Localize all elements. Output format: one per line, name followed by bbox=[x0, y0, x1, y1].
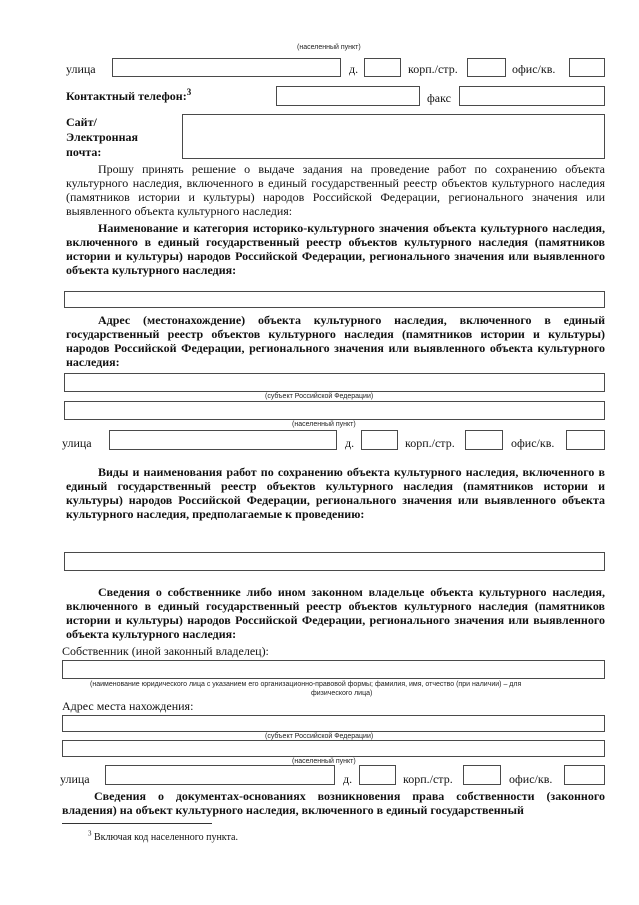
address-office-input[interactable] bbox=[566, 430, 605, 450]
owner-house-label: д. bbox=[343, 772, 353, 786]
owner-street-label: улица bbox=[60, 772, 90, 786]
works-input[interactable] bbox=[64, 552, 605, 571]
site-label-line2: Электронная bbox=[66, 130, 138, 144]
works-heading: Виды и наименования работ по сохранению объекта культурного наследия, включенного в единый государственный реестр объектов культурного наследия (памятников истории и культуры) народов Российской Федерации, регионального значения или выявленного объекта культурного наследия, предполагаемые к проведению: bbox=[66, 465, 605, 521]
phone-input[interactable] bbox=[276, 86, 420, 106]
address-building-input[interactable] bbox=[465, 430, 503, 450]
owner-heading: Сведения о собственнике либо ином законном владельце объекта культурного наследия, включенного в единый государственный реестр объектов культурного наследия (памятников истории и культуры) народов Российской Федерации, регионального значения или выявленного объекта культурного наследия: bbox=[66, 585, 605, 641]
owner-settlement-input[interactable] bbox=[62, 740, 605, 757]
owner-subject-caption: (субъект Российской Федерации) bbox=[265, 733, 374, 740]
name-category-input[interactable] bbox=[64, 291, 605, 308]
owner-house-input[interactable] bbox=[359, 765, 396, 785]
address-settlement-caption: (населенный пункт) bbox=[292, 421, 356, 428]
owner-name-input[interactable] bbox=[62, 660, 605, 679]
owner-street-input[interactable] bbox=[105, 765, 335, 785]
fax-input[interactable] bbox=[459, 86, 605, 106]
office-label-top: офис/кв. bbox=[512, 62, 556, 76]
footnote-mark: 3 bbox=[88, 829, 92, 838]
request-paragraph: Прошу принять решение о выдаче задания на проведение работ по сохранению объекта культурного наследия, включенного в единый государственный реестр объектов культурного наследия (памятников истории и культуры) народов Российской Федерации, регионального значения или выявленного объекта культурного наследия: bbox=[66, 162, 605, 218]
site-label-line1: Сайт/ bbox=[66, 115, 97, 129]
footnote bbox=[88, 829, 238, 843]
settlement-caption-top: (населенный пункт) bbox=[297, 44, 361, 51]
address-building-label: корп./стр. bbox=[405, 436, 455, 450]
street-label-top: улица bbox=[66, 62, 96, 76]
phone-label bbox=[66, 89, 191, 103]
owner-building-input[interactable] bbox=[463, 765, 501, 785]
owner-building-label: корп./стр. bbox=[403, 772, 453, 786]
building-input-top[interactable] bbox=[467, 58, 506, 77]
house-label-top: д. bbox=[349, 62, 359, 76]
building-label-top: корп./стр. bbox=[408, 62, 458, 76]
owner-caption-line2: физического лица) bbox=[311, 690, 373, 697]
address-house-label: д. bbox=[345, 436, 355, 450]
site-label-line3: почта: bbox=[66, 145, 102, 159]
address-street-input[interactable] bbox=[109, 430, 337, 450]
owner-office-label: офис/кв. bbox=[509, 772, 553, 786]
phone-label-text: Контактный телефон: bbox=[66, 89, 187, 103]
house-input-top[interactable] bbox=[364, 58, 401, 77]
site-email-input[interactable] bbox=[182, 114, 605, 159]
owner-label: Собственник (иной законный владелец): bbox=[62, 644, 269, 658]
address-house-input[interactable] bbox=[361, 430, 398, 450]
street-input-top[interactable] bbox=[112, 58, 341, 77]
address-subject-caption: (субъект Российской Федерации) bbox=[265, 393, 374, 400]
owner-office-input[interactable] bbox=[564, 765, 605, 785]
name-category-heading: Наименование и категория историко-культурного значения объекта культурного наследия, включенного в единый государственный реестр объектов культурного наследия (памятников истории и культуры) народов Российской Федерации, регионального значения или выявленного объекта культурного наследия: bbox=[66, 221, 605, 277]
address-office-label: офис/кв. bbox=[511, 436, 555, 450]
address-subject-input[interactable] bbox=[64, 373, 605, 392]
fax-label: факс bbox=[427, 91, 451, 105]
owner-settlement-caption: (населенный пункт) bbox=[292, 758, 356, 765]
address-heading: Адрес (местонахождение) объекта культурного наследия, включенного в единый государственный реестр объектов культурного наследия (памятников истории и культуры) народов Российской Федерации, регионального значения или выявленного объекта культурного наследия: bbox=[66, 313, 605, 369]
documents-heading: Сведения о документах-основаниях возникновения права собственности (законного владения) на объект культурного наследия, включенного в единый государственный bbox=[62, 789, 605, 817]
owner-subject-input[interactable] bbox=[62, 715, 605, 732]
footnote-text: Включая код населенного пункта. bbox=[94, 832, 238, 843]
office-input-top[interactable] bbox=[569, 58, 605, 77]
owner-location-label: Адрес места нахождения: bbox=[62, 699, 194, 713]
phone-footnote-mark: 3 bbox=[186, 87, 192, 97]
owner-caption-line1: (наименование юридического лица с указанием его организационно-правовой формы; фамилия, имя, отчество (при наличии) – для bbox=[90, 681, 522, 688]
address-settlement-input[interactable] bbox=[64, 401, 605, 420]
address-street-label: улица bbox=[62, 436, 92, 450]
footnote-divider bbox=[62, 823, 212, 824]
